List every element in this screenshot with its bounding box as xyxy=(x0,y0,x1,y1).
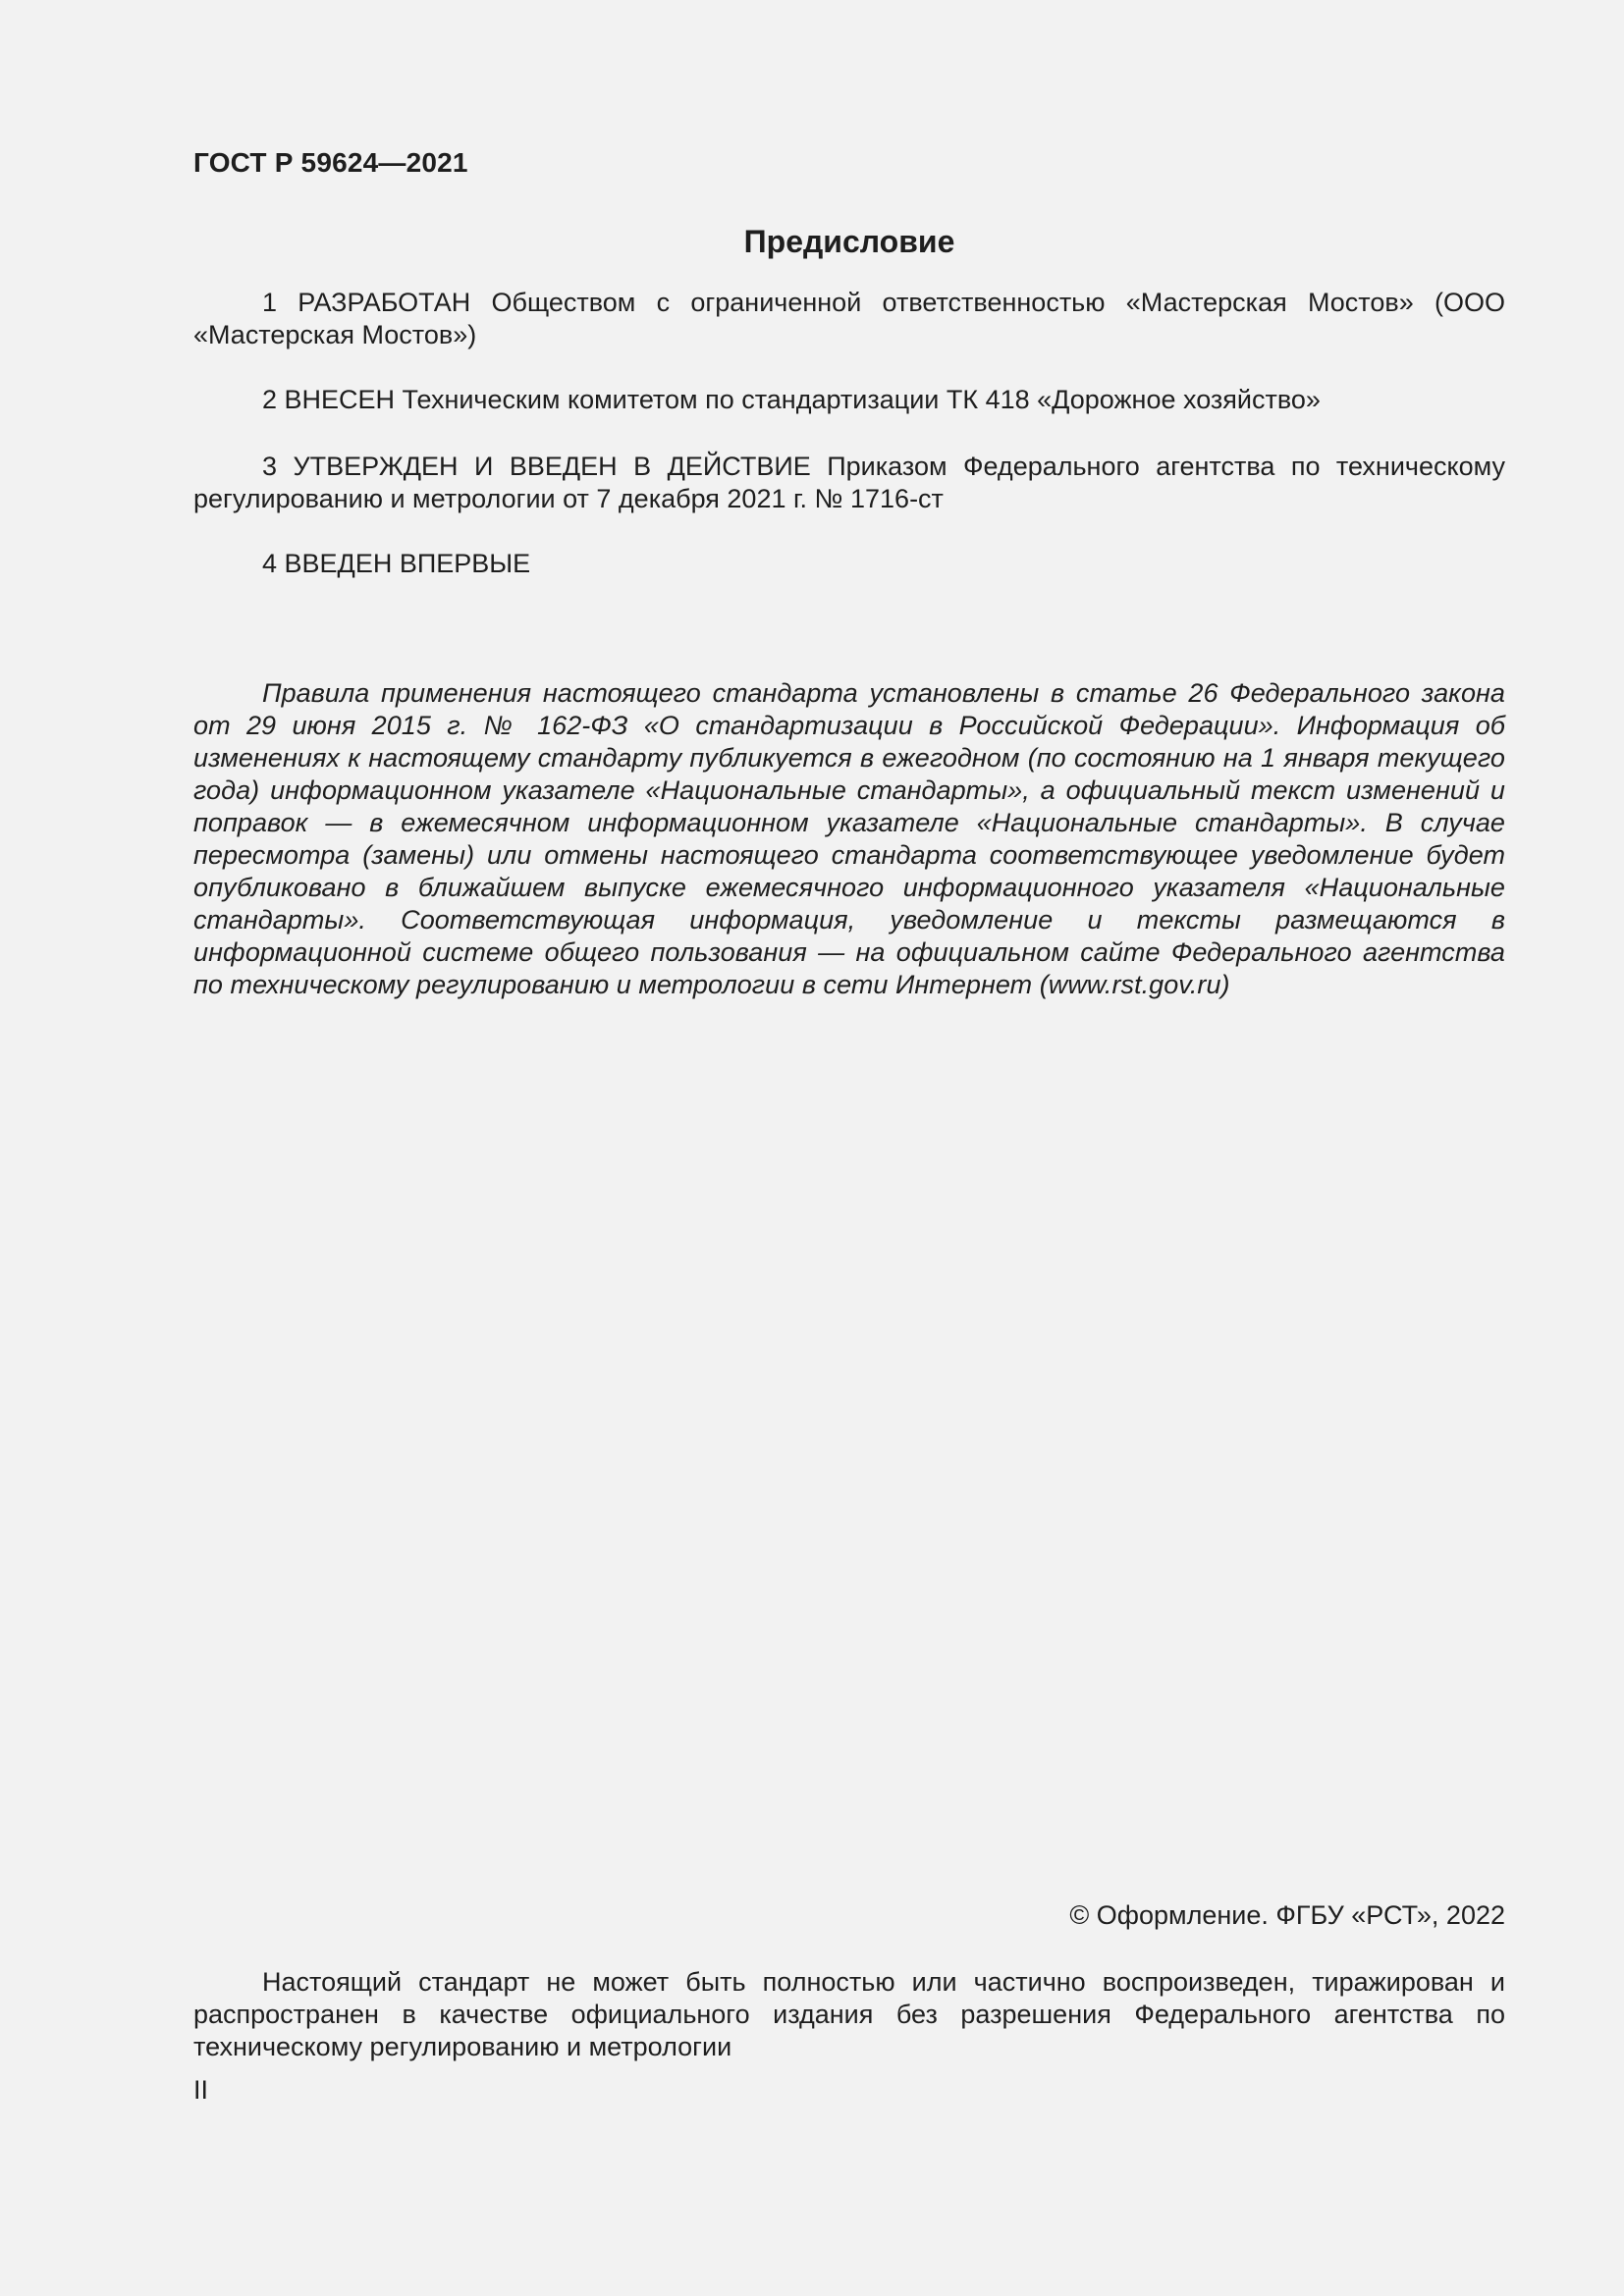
foreword-item-3: 3 УТВЕРЖДЕН И ВВЕДЕН В ДЕЙСТВИЕ Приказом Федерального агентства по техническому регулированию и метрологии от 7 декабря 2021 г. № 1716-ст xyxy=(193,452,1505,513)
page-title: Предисловие xyxy=(743,224,955,259)
document-id: ГОСТ Р 59624—2021 xyxy=(193,147,468,178)
reproduction-rights-notice: Настоящий стандарт не может быть полностью или частично воспроизведен, тиражирован и распространен в качестве официального издания без разрешения Федерального агентства по техническому регулированию и метрологии xyxy=(193,1967,1505,2061)
foreword-item-2: 2 ВНЕСЕН Техническим комитетом по стандартизации ТК 418 «Дорожное хозяйство» xyxy=(262,385,1321,414)
page-number: II xyxy=(193,2075,209,2105)
foreword-item-1: 1 РАЗРАБОТАН Обществом с ограниченной ответственностью «Мастерская Мостов» (ООО «Мастерская Мостов») xyxy=(193,288,1505,349)
copyright-notice: © Оформление. ФГБУ «РСТ», 2022 xyxy=(1069,1900,1505,1930)
foreword-item-4: 4 ВВЕДЕН ВПЕРВЫЕ xyxy=(262,549,531,578)
application-rules-note: Правила применения настоящего стандарта установлены в статье 26 Федерального закона от 29 июня 2015 г. № 162-ФЗ «О стандартизации в Российской Федерации». Информация об изменениях к настоящему стандарту публикуется в ежегодном (по состоянию на 1 января текущего года) информационном указателе «Национальные стандарты», а официальный текст изменений и поправок — в ежемесячном информационном указателе «Национальные стандарты». В случае пересмотра (замены) или отмены настоящего стандарта соответствующее уведомление будет опубликовано в ближайшем выпуске ежемесячного информационного указателя «Национальные стандарты». Соответствующая информация, уведомление и тексты размещаются в информационной системе общего пользования — на официальном сайте Федерального агентства по техническому регулированию и метрологии в сети Интернет (www.rst.gov.ru) xyxy=(193,678,1505,999)
